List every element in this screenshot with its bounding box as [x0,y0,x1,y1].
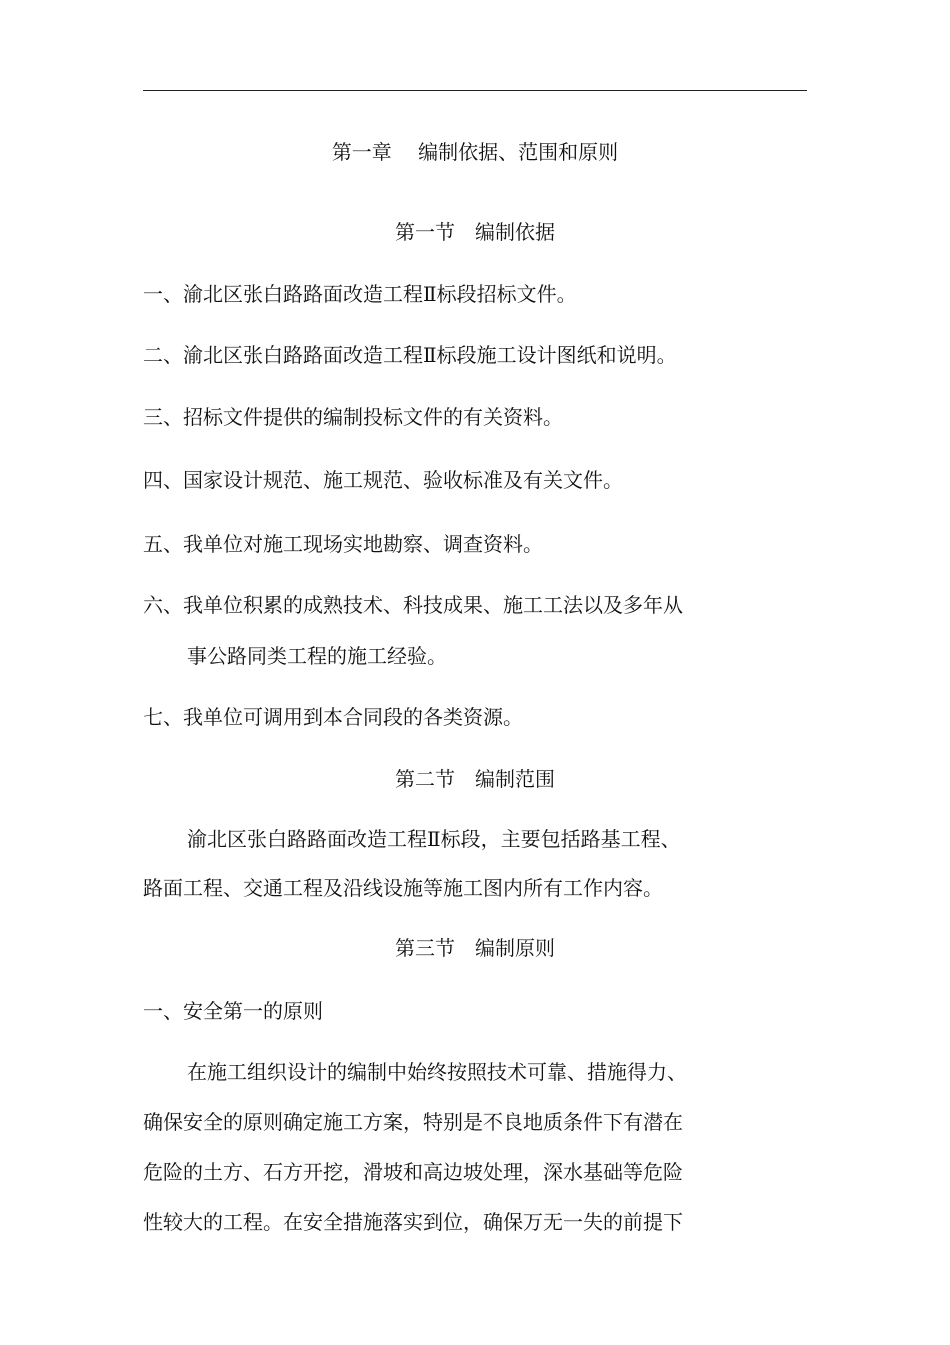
basis-item-3: 三、招标文件提供的编制投标文件的有关资料。 [143,405,563,429]
principle-paragraph-line-3: 危险的土方、石方开挖，滑坡和高边坡处理，深水基础等危险 [143,1160,683,1184]
basis-item-6-cont: 事公路同类工程的施工经验。 [187,644,447,668]
scope-paragraph-line-2: 路面工程、交通工程及沿线设施等施工图内所有工作内容。 [143,876,663,900]
basis-item-1: 一、渝北区张白路路面改造工程Ⅱ标段招标文件。 [143,282,577,306]
section-title-basis: 第一节 编制依据 [395,220,555,244]
scope-paragraph-line-1: 渝北区张白路路面改造工程Ⅱ标段，主要包括路基工程、 [187,827,681,851]
principle-paragraph-line-4: 性较大的工程。在安全措施落实到位，确保万无一失的前提下 [143,1210,683,1234]
basis-item-4: 四、国家设计规范、施工规范、验收标准及有关文件。 [143,468,623,492]
principle-paragraph-line-2: 确保安全的原则确定施工方案，特别是不良地质条件下有潜在 [143,1110,683,1134]
header-rule [143,90,807,91]
section-title-scope: 第二节 编制范围 [395,767,555,791]
basis-item-2: 二、渝北区张白路路面改造工程Ⅱ标段施工设计图纸和说明。 [143,343,677,367]
principle-1-title: 一、安全第一的原则 [143,999,323,1023]
chapter-title: 第一章 编制依据、范围和原则 [331,140,619,164]
basis-item-7: 七、我单位可调用到本合同段的各类资源。 [143,705,523,729]
basis-item-6: 六、我单位积累的成熟技术、科技成果、施工工法以及多年从 [143,593,683,617]
basis-item-5: 五、我单位对施工现场实地勘察、调查资料。 [143,532,543,556]
section-title-principles: 第三节 编制原则 [395,936,555,960]
principle-paragraph-line-1: 在施工组织设计的编制中始终按照技术可靠、措施得力、 [187,1060,687,1084]
